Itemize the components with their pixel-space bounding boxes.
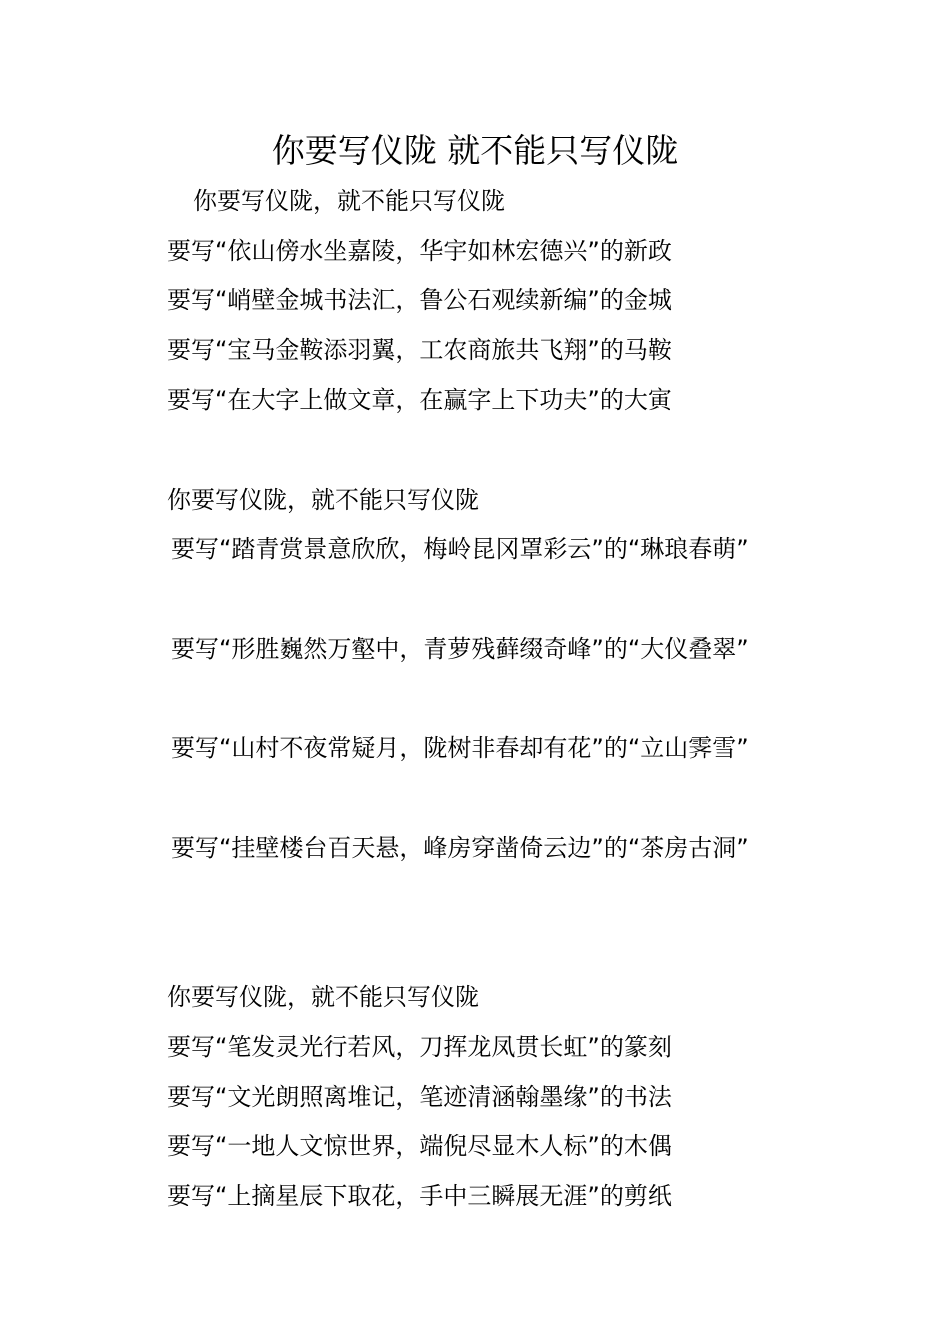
text-paragraph: 要写“形胜巍然万壑中，青萝残藓缀奇峰”的“大仪叠翠” <box>171 635 749 663</box>
text-line: 要写“一地人文惊世界，端倪尽显木人标”的木偶 <box>167 1132 672 1160</box>
text-line: 要写“文光朗照离堆记，笔迹清涵翰墨缘”的书法 <box>167 1083 672 1111</box>
document-title: 你要写仪陇 就不能只写仪陇 <box>271 131 679 170</box>
text-line: 要写“笔发灵光行若风，刀挥龙凤贯长虹”的篆刻 <box>167 1033 672 1061</box>
text-paragraph: 要写“踏青赏景意欣欣，梅岭昆冈罩彩云”的“琳琅春萌” <box>171 535 749 563</box>
section-heading: 你要写仪陇，就不能只写仪陇 <box>193 187 505 215</box>
section-heading: 你要写仪陇，就不能只写仪陇 <box>167 486 479 514</box>
text-line: 要写“宝马金鞍添羽翼，工农商旅共飞翔”的马鞍 <box>167 336 672 364</box>
text-line: 要写“在大字上做文章，在赢字上下功夫”的大寅 <box>167 386 672 414</box>
text-paragraph: 要写“山村不夜常疑月，陇树非春却有花”的“立山霁雪” <box>171 734 749 762</box>
text-line: 要写“峭壁金城书法汇，鲁公石观续新编”的金城 <box>167 286 672 314</box>
text-line: 要写“上摘星辰下取花，手中三瞬展无涯”的剪纸 <box>167 1182 672 1210</box>
text-line: 要写“依山傍水坐嘉陵，华宇如林宏德兴”的新政 <box>167 237 672 265</box>
text-paragraph: 要写“挂壁楼台百天悬，峰房穿凿倚云边”的“茶房古洞” <box>171 834 749 862</box>
section-heading: 你要写仪陇，就不能只写仪陇 <box>167 983 479 1011</box>
